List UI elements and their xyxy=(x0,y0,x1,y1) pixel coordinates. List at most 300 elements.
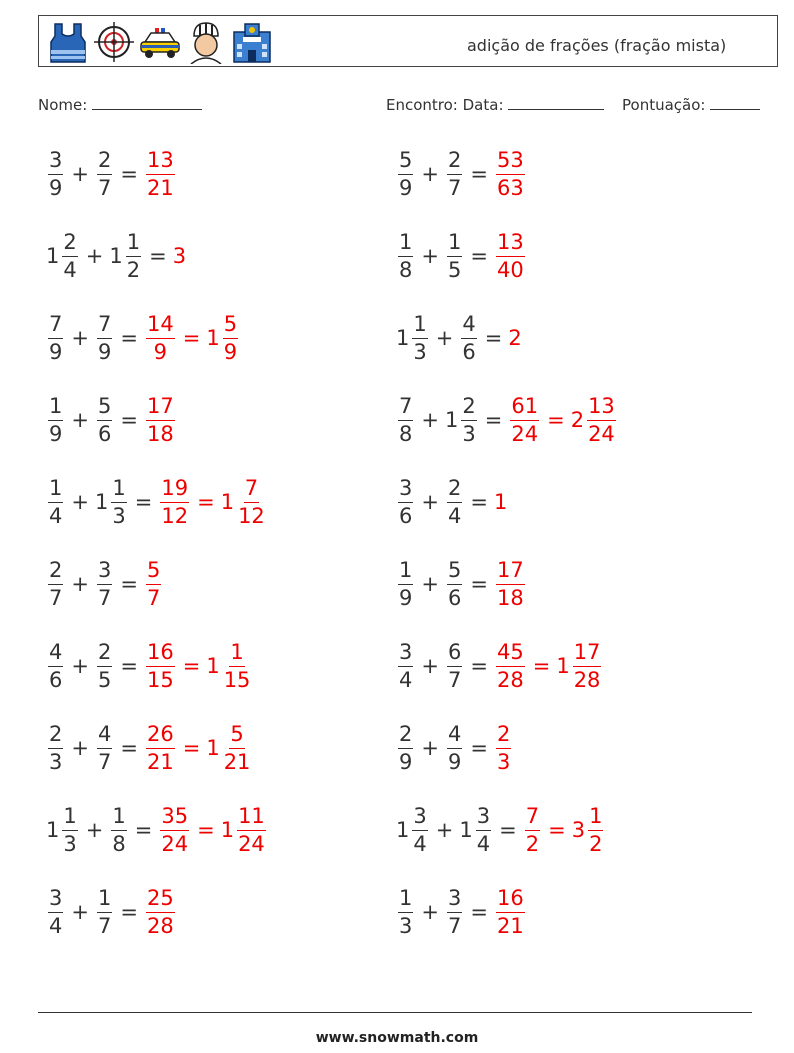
term-denominator: 9 xyxy=(447,749,462,774)
term-numerator: 3 xyxy=(398,478,413,503)
answer-denominator: 12 xyxy=(161,503,189,528)
plus-sign: + xyxy=(71,572,89,596)
answer-denominator: 28 xyxy=(573,667,601,692)
term-fraction xyxy=(461,311,476,364)
police-car-icon xyxy=(139,20,181,64)
plus-sign: + xyxy=(421,408,439,432)
answer-denominator: 24 xyxy=(511,421,539,446)
answer-denominator: 18 xyxy=(146,421,174,446)
answer-fraction xyxy=(587,393,616,446)
term-whole: 1 xyxy=(396,326,410,350)
answer-fraction xyxy=(146,885,175,938)
answer-fraction xyxy=(237,475,266,528)
answer-numerator: 5 xyxy=(223,314,238,339)
answer-1 xyxy=(494,490,508,514)
equals-sign: = xyxy=(484,326,503,350)
answer-denominator: 12 xyxy=(238,503,265,528)
answer-numerator: 1 xyxy=(588,806,603,831)
answer-whole: 1 xyxy=(206,736,220,760)
term-denominator: 7 xyxy=(97,585,112,610)
term-denominator: 4 xyxy=(49,913,63,938)
term-fraction xyxy=(447,721,462,774)
answer-denominator: 28 xyxy=(146,913,174,938)
term-fraction xyxy=(97,147,112,200)
answer-denominator: 63 xyxy=(496,175,524,200)
term-fraction xyxy=(111,475,126,528)
term-fraction xyxy=(48,311,63,364)
answer-denominator: 21 xyxy=(223,749,251,774)
term-numerator: 3 xyxy=(398,642,413,667)
term-denominator: 3 xyxy=(112,503,126,528)
term-fraction xyxy=(48,885,63,938)
equals-sign: = xyxy=(470,490,488,514)
answer-denominator: 40 xyxy=(496,257,524,282)
term-denominator: 9 xyxy=(399,175,413,200)
term-fraction xyxy=(62,229,77,282)
problem-18 xyxy=(396,790,605,870)
answer-numerator: 5 xyxy=(229,724,244,749)
term-fraction xyxy=(398,229,413,282)
score-field[interactable] xyxy=(622,94,760,114)
term-whole: 1 xyxy=(396,818,410,842)
answer-whole: 1 xyxy=(220,818,235,842)
answer-denominator: 24 xyxy=(238,831,265,856)
problem-3 xyxy=(46,216,187,296)
answer-numerator: 19 xyxy=(160,478,189,503)
answer-1 xyxy=(494,639,527,692)
term-denominator: 7 xyxy=(447,913,462,938)
equals-sign: = xyxy=(499,818,517,842)
answer-2 xyxy=(177,639,254,692)
answer-1 xyxy=(158,475,191,528)
answer-1 xyxy=(144,885,177,938)
answer-numerator: 14 xyxy=(146,314,175,339)
answer-fraction xyxy=(223,721,252,774)
name-blank[interactable] xyxy=(92,94,202,110)
answer-1 xyxy=(508,326,522,350)
term-denominator: 4 xyxy=(447,503,462,528)
term-numerator: 5 xyxy=(97,396,112,421)
problem-13 xyxy=(46,626,253,706)
equals-sign: = xyxy=(120,162,138,186)
equals-sign: = xyxy=(120,736,138,760)
answer-fraction xyxy=(160,803,189,856)
answer-whole: 1 xyxy=(493,490,508,514)
term-numerator: 4 xyxy=(447,724,462,749)
answer-equals-sign: = xyxy=(197,490,215,514)
term-numerator: 2 xyxy=(62,232,77,257)
term-numerator: 4 xyxy=(461,314,476,339)
term-numerator: 7 xyxy=(48,314,63,339)
answer-fraction xyxy=(160,475,189,528)
answer-numerator: 17 xyxy=(573,642,602,667)
term-denominator: 9 xyxy=(49,175,63,200)
answer-fraction xyxy=(146,557,161,610)
term-numerator: 3 xyxy=(476,806,491,831)
term-fraction xyxy=(447,557,462,610)
term-denominator: 3 xyxy=(462,421,476,446)
equals-sign: = xyxy=(120,326,138,350)
term-whole: 1 xyxy=(46,244,60,268)
term-denominator: 8 xyxy=(112,831,126,856)
term-numerator: 2 xyxy=(97,150,112,175)
equals-sign: = xyxy=(134,490,153,514)
answer-numerator: 16 xyxy=(496,888,525,913)
answer-2 xyxy=(191,803,268,856)
equals-sign: = xyxy=(120,572,138,596)
problem-14 xyxy=(396,626,603,706)
answer-denominator: 15 xyxy=(223,667,251,692)
term-whole: 1 xyxy=(94,490,109,514)
term-whole: 1 xyxy=(459,818,473,842)
term-denominator: 4 xyxy=(399,667,413,692)
answer-equals-sign: = xyxy=(182,736,201,760)
answer-denominator: 2 xyxy=(589,831,603,856)
answer-whole: 1 xyxy=(556,654,570,678)
term-fraction xyxy=(126,229,141,282)
term-numerator: 1 xyxy=(48,478,63,503)
term-numerator: 1 xyxy=(62,806,77,831)
term-denominator: 7 xyxy=(97,749,112,774)
answer-denominator: 21 xyxy=(496,913,524,938)
problem-9 xyxy=(46,462,268,542)
answer-whole: 1 xyxy=(206,654,220,678)
answer-1 xyxy=(173,244,187,268)
plus-sign: + xyxy=(421,654,439,678)
answer-numerator: 17 xyxy=(146,396,175,421)
score-blank[interactable] xyxy=(710,94,760,110)
answer-numerator: 61 xyxy=(510,396,539,421)
problem-7 xyxy=(46,380,177,460)
answer-fraction xyxy=(573,639,602,692)
worksheet-title: adição de frações (fração mista) xyxy=(467,36,727,55)
term-numerator: 1 xyxy=(48,396,63,421)
equals-sign: = xyxy=(470,900,488,924)
answer-numerator: 2 xyxy=(496,724,511,749)
answer-1 xyxy=(508,393,541,446)
term-denominator: 9 xyxy=(97,339,112,364)
answer-denominator: 28 xyxy=(496,667,524,692)
plus-sign: + xyxy=(71,162,89,186)
problem-10 xyxy=(396,462,508,542)
answer-1 xyxy=(158,803,191,856)
problem-16 xyxy=(396,708,513,788)
term-denominator: 3 xyxy=(413,339,427,364)
term-fraction xyxy=(398,475,413,528)
term-whole: 1 xyxy=(46,818,60,842)
answer-2 xyxy=(177,311,240,364)
answer-numerator: 16 xyxy=(146,642,175,667)
crosshair-target-icon xyxy=(93,20,135,64)
answer-1 xyxy=(144,147,177,200)
answer-denominator: 3 xyxy=(496,749,511,774)
term-fraction xyxy=(447,147,462,200)
answer-whole: 2 xyxy=(508,326,522,350)
term-numerator: 1 xyxy=(97,888,112,913)
term-fraction xyxy=(412,311,427,364)
term-whole: 1 xyxy=(109,244,123,268)
footer-divider xyxy=(38,1012,752,1013)
police-vest-icon xyxy=(47,20,89,64)
plus-sign: + xyxy=(85,244,104,268)
plus-sign: + xyxy=(71,900,89,924)
answer-1 xyxy=(494,557,527,610)
answer-whole: 2 xyxy=(570,408,585,432)
plus-sign: + xyxy=(71,654,89,678)
term-numerator: 2 xyxy=(461,396,476,421)
answer-fraction xyxy=(146,147,175,200)
term-fraction xyxy=(476,803,491,856)
term-numerator: 3 xyxy=(97,560,112,585)
problem-19 xyxy=(46,872,177,952)
term-numerator: 7 xyxy=(97,314,112,339)
equals-sign: = xyxy=(149,244,167,268)
answer-fraction xyxy=(146,721,175,774)
answer-fraction xyxy=(223,311,238,364)
answer-denominator: 18 xyxy=(496,585,524,610)
term-fraction xyxy=(398,557,413,610)
plus-sign: + xyxy=(421,244,439,268)
answer-fraction xyxy=(146,311,175,364)
term-denominator: 5 xyxy=(447,257,462,282)
header-icons xyxy=(47,20,273,64)
answer-numerator: 26 xyxy=(146,724,175,749)
problem-5 xyxy=(46,298,240,378)
equals-sign: = xyxy=(484,408,503,432)
plus-sign: + xyxy=(421,900,439,924)
answer-fraction xyxy=(496,639,525,692)
term-fraction xyxy=(97,311,112,364)
answer-numerator: 45 xyxy=(496,642,525,667)
term-fraction xyxy=(97,639,112,692)
term-denominator: 5 xyxy=(97,667,112,692)
term-fraction xyxy=(48,557,63,610)
term-fraction xyxy=(48,393,63,446)
problem-15 xyxy=(46,708,253,788)
plus-sign: + xyxy=(71,408,89,432)
answer-numerator: 13 xyxy=(146,150,175,175)
plus-sign: + xyxy=(71,490,89,514)
problem-17 xyxy=(46,790,268,870)
answer-2 xyxy=(191,475,268,528)
term-fraction xyxy=(398,393,413,446)
term-numerator: 4 xyxy=(48,642,63,667)
term-denominator: 7 xyxy=(97,175,112,200)
term-fraction xyxy=(461,393,476,446)
term-fraction xyxy=(48,475,63,528)
term-numerator: 3 xyxy=(412,806,427,831)
term-denominator: 7 xyxy=(97,913,112,938)
term-denominator: 3 xyxy=(399,913,413,938)
name-label: Nome: xyxy=(38,96,88,114)
police-station-icon xyxy=(231,20,273,64)
term-fraction xyxy=(48,639,63,692)
plus-sign: + xyxy=(71,736,89,760)
answer-numerator: 35 xyxy=(160,806,189,831)
answer-equals-sign: = xyxy=(532,654,551,678)
answer-denominator: 9 xyxy=(153,339,168,364)
answer-equals-sign: = xyxy=(182,326,201,350)
term-denominator: 7 xyxy=(447,667,462,692)
problem-1 xyxy=(46,134,177,214)
term-whole: 1 xyxy=(444,408,459,432)
term-numerator: 4 xyxy=(97,724,112,749)
term-numerator: 1 xyxy=(412,314,427,339)
term-numerator: 2 xyxy=(97,642,112,667)
equals-sign: = xyxy=(120,900,138,924)
term-numerator: 7 xyxy=(398,396,413,421)
term-fraction xyxy=(111,803,126,856)
term-denominator: 7 xyxy=(49,585,63,610)
term-denominator: 6 xyxy=(447,585,462,610)
term-numerator: 3 xyxy=(447,888,462,913)
answer-1 xyxy=(144,557,163,610)
term-denominator: 6 xyxy=(462,339,476,364)
problem-2 xyxy=(396,134,527,214)
term-numerator: 3 xyxy=(48,150,63,175)
answer-1 xyxy=(494,147,527,200)
meeting-date-field[interactable] xyxy=(386,94,604,114)
term-fraction xyxy=(447,885,462,938)
term-denominator: 4 xyxy=(413,831,427,856)
plus-sign: + xyxy=(71,326,89,350)
answer-denominator: 24 xyxy=(588,421,615,446)
term-fraction xyxy=(97,721,112,774)
equals-sign: = xyxy=(470,736,488,760)
answer-1 xyxy=(494,229,527,282)
term-denominator: 9 xyxy=(49,421,63,446)
term-fraction xyxy=(398,639,413,692)
answer-equals-sign: = xyxy=(197,818,215,842)
equals-sign: = xyxy=(134,818,153,842)
answer-numerator: 17 xyxy=(496,560,525,585)
answer-denominator: 24 xyxy=(161,831,189,856)
term-numerator: 1 xyxy=(398,232,413,257)
equals-sign: = xyxy=(120,654,138,678)
equals-sign: = xyxy=(470,572,488,596)
answer-equals-sign: = xyxy=(547,408,565,432)
term-denominator: 3 xyxy=(63,831,77,856)
term-numerator: 1 xyxy=(447,232,462,257)
answer-1 xyxy=(523,803,542,856)
problem-4 xyxy=(396,216,527,296)
answer-fraction xyxy=(237,803,266,856)
term-denominator: 4 xyxy=(476,831,491,856)
term-fraction xyxy=(447,475,462,528)
term-fraction xyxy=(48,147,63,200)
score-label: Pontuação: xyxy=(622,96,706,114)
plus-sign: + xyxy=(421,162,439,186)
term-numerator: 5 xyxy=(398,150,413,175)
term-denominator: 3 xyxy=(49,749,63,774)
term-denominator: 7 xyxy=(447,175,462,200)
problem-20 xyxy=(396,872,527,952)
term-fraction xyxy=(48,721,63,774)
answer-denominator: 2 xyxy=(525,831,540,856)
plus-sign: + xyxy=(85,818,104,842)
meeting-date-label: Encontro: Data: xyxy=(386,96,504,114)
answer-1 xyxy=(144,639,177,692)
term-fraction xyxy=(97,393,112,446)
term-fraction xyxy=(97,885,112,938)
answer-fraction xyxy=(146,393,175,446)
term-numerator: 2 xyxy=(398,724,413,749)
term-numerator: 1 xyxy=(111,478,126,503)
answer-whole: 3 xyxy=(172,244,187,268)
answer-numerator: 25 xyxy=(146,888,175,913)
term-fraction xyxy=(398,721,413,774)
answer-fraction xyxy=(496,885,525,938)
term-numerator: 1 xyxy=(111,806,126,831)
answer-numerator: 7 xyxy=(244,478,259,503)
answer-fraction xyxy=(496,229,525,282)
term-fraction xyxy=(398,147,413,200)
term-fraction xyxy=(412,803,427,856)
term-numerator: 2 xyxy=(447,150,462,175)
answer-denominator: 15 xyxy=(146,667,174,692)
problem-6 xyxy=(396,298,523,378)
term-denominator: 9 xyxy=(49,339,63,364)
answer-numerator: 53 xyxy=(496,150,525,175)
term-numerator: 1 xyxy=(398,560,413,585)
term-fraction xyxy=(398,885,413,938)
date-blank[interactable] xyxy=(508,94,604,110)
answer-fraction xyxy=(525,803,540,856)
equals-sign: = xyxy=(470,244,488,268)
term-denominator: 6 xyxy=(97,421,112,446)
plus-sign: + xyxy=(421,572,439,596)
answer-fraction xyxy=(146,639,175,692)
header-box xyxy=(38,15,778,67)
term-denominator: 8 xyxy=(399,421,413,446)
plus-sign: + xyxy=(421,490,439,514)
term-fraction xyxy=(62,803,77,856)
answer-denominator: 7 xyxy=(146,585,161,610)
term-numerator: 6 xyxy=(447,642,462,667)
answer-equals-sign: = xyxy=(182,654,201,678)
plus-sign: + xyxy=(421,736,439,760)
term-numerator: 5 xyxy=(447,560,462,585)
term-denominator: 8 xyxy=(399,257,413,282)
answer-1 xyxy=(144,393,177,446)
problem-12 xyxy=(396,544,527,624)
footer-url: www.snowmath.com xyxy=(315,1030,479,1046)
term-numerator: 2 xyxy=(447,478,462,503)
name-field[interactable] xyxy=(38,94,202,114)
answer-numerator: 7 xyxy=(525,806,540,831)
answer-numerator: 5 xyxy=(146,560,161,585)
answer-whole: 1 xyxy=(220,490,235,514)
plus-sign: + xyxy=(435,818,454,842)
term-numerator: 1 xyxy=(398,888,413,913)
answer-numerator: 13 xyxy=(587,396,616,421)
term-denominator: 9 xyxy=(399,585,413,610)
answer-fraction xyxy=(223,639,252,692)
answer-1 xyxy=(494,721,513,774)
answer-whole: 3 xyxy=(571,818,586,842)
answer-numerator: 1 xyxy=(229,642,244,667)
term-denominator: 9 xyxy=(399,749,413,774)
answer-fraction xyxy=(496,721,511,774)
answer-denominator: 9 xyxy=(223,339,238,364)
answer-1 xyxy=(144,311,177,364)
prisoner-icon xyxy=(185,20,227,64)
answer-2 xyxy=(177,721,254,774)
term-fraction xyxy=(447,639,462,692)
term-denominator: 6 xyxy=(399,503,413,528)
answer-numerator: 11 xyxy=(237,806,266,831)
term-denominator: 6 xyxy=(49,667,63,692)
